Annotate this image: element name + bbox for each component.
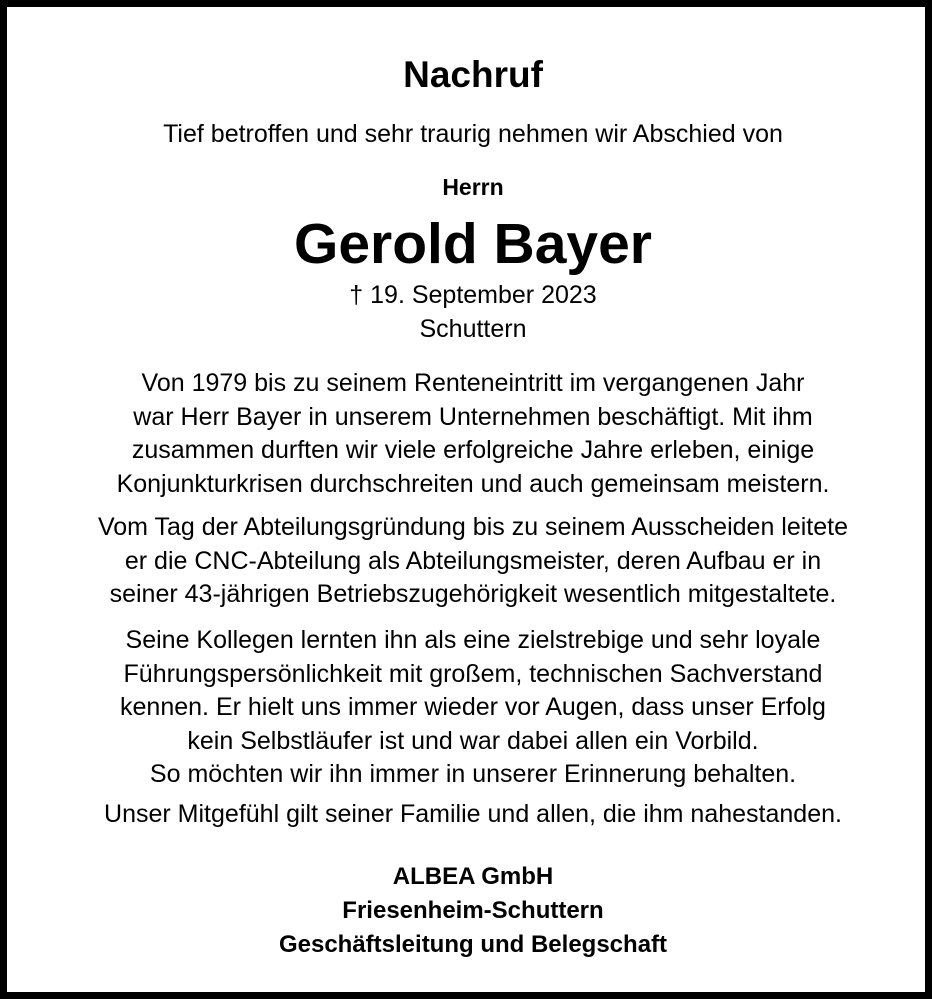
paragraph-line: Vom Tag der Abteilungsgründung bis zu seinem Ausscheiden leitete xyxy=(97,513,849,541)
paragraph-line: war Herr Bayer in unserem Unternehmen beschäftigt. Mit ihm xyxy=(133,402,813,431)
death-date: † 19. September 2023 xyxy=(349,281,597,309)
paragraph-line: Von 1979 bis zu seinem Renteneintritt im vergangenen Jahr xyxy=(141,369,805,397)
paragraph-line: kein Selbstläufer ist und war dabei allen ein Vorbild. xyxy=(187,726,759,755)
intro-text: Tief betroffen und sehr traurig nehmen wir Abschied von xyxy=(163,120,783,148)
paragraph-line: er die CNC-Abteilung als Abteilungsmeister, deren Aufbau er in xyxy=(124,546,822,575)
paragraph-line: kennen. Er hielt uns immer wieder vor Augen, dass unser Erfolg xyxy=(120,693,826,721)
salutation: Herrn xyxy=(442,174,504,200)
company-name: ALBEA GmbH xyxy=(392,863,554,890)
notice-title: Nachruf xyxy=(403,54,543,95)
signatories: Geschäftsleitung und Belegschaft xyxy=(278,931,668,958)
signature-block xyxy=(7,860,932,962)
paragraph-condolence xyxy=(7,798,932,832)
paragraph-line: So möchten wir ihn immer in unserer Erinnerung behalten. xyxy=(149,760,797,788)
deceased-name: Gerold Bayer xyxy=(294,212,652,276)
paragraph-career xyxy=(7,367,932,501)
paragraph-line: Seine Kollegen lernten ihn als eine zielstrebige und sehr loyale xyxy=(125,626,821,654)
paragraph-line: Führungspersönlichkeit mit großem, technischen Sachverstand xyxy=(123,659,823,688)
paragraph-colleagues xyxy=(7,624,932,792)
paragraph-line: zusammen durften wir viele erfolgreiche Jahre erleben, einige xyxy=(131,436,815,464)
death-place: Schuttern xyxy=(419,315,527,343)
paragraph-line: Konjunkturkrisen durchschreiten und auch gemeinsam meistern. xyxy=(116,469,830,498)
company-location: Friesenheim-Schuttern xyxy=(342,897,604,924)
paragraph-line: seiner 43-jährigen Betriebszugehörigkeit wesentlich mitgestaltete. xyxy=(109,580,837,608)
paragraph-department xyxy=(7,511,932,612)
paragraph-line: Unser Mitgefühl gilt seiner Familie und allen, die ihm nahestanden. xyxy=(104,800,842,828)
